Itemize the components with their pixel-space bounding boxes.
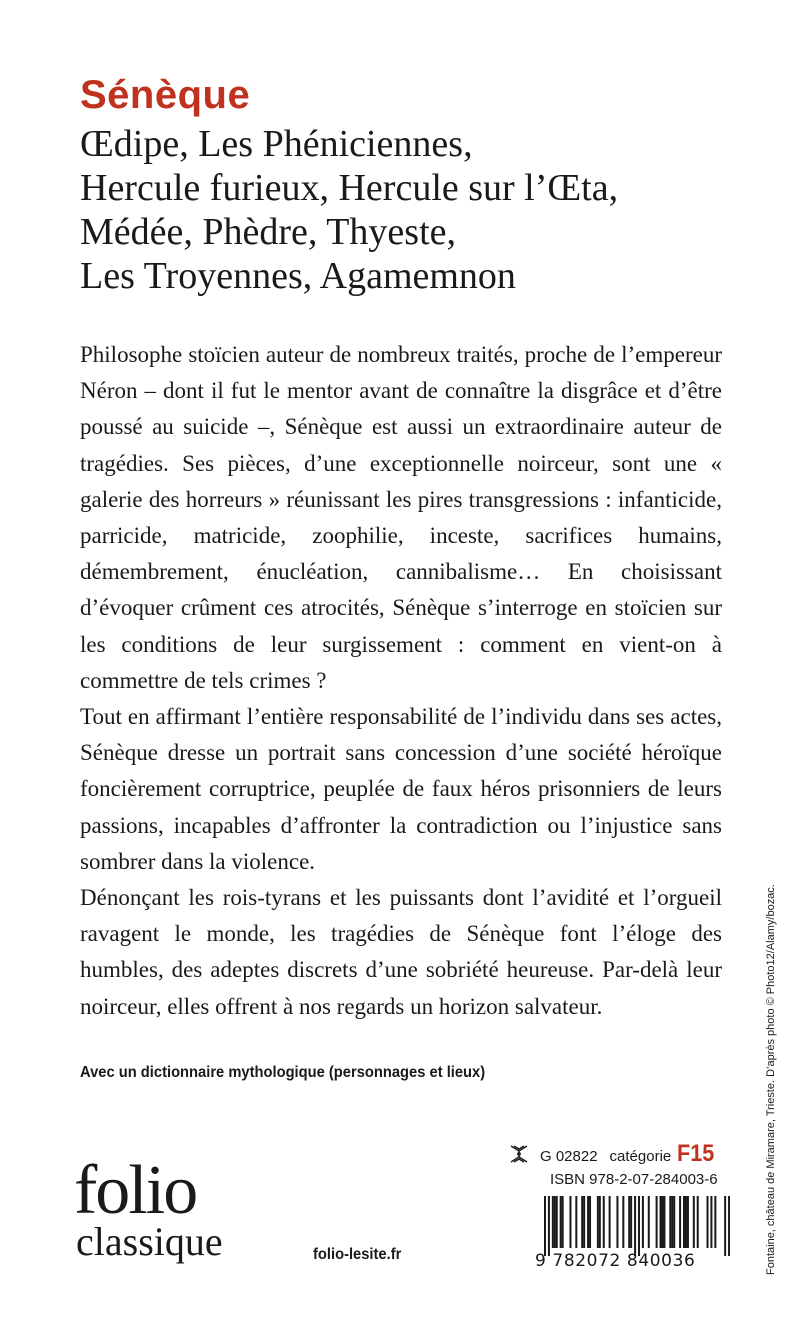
title-line: Hercule furieux, Hercule sur l’Œta,: [80, 167, 619, 209]
barcode-bar: [685, 1196, 687, 1248]
barcode-bar: [552, 1196, 554, 1248]
ean-barcode: [544, 1196, 730, 1256]
barcode-bar: [687, 1196, 689, 1248]
barcode-bar: [544, 1196, 546, 1256]
barcode-bar: [556, 1196, 558, 1248]
barcode-bar: [599, 1196, 601, 1248]
barcode-bar: [638, 1196, 640, 1256]
logo-folio: folio: [74, 1152, 197, 1229]
barcode-bar: [603, 1196, 605, 1248]
barcode-bar: [656, 1196, 658, 1248]
barcode-bar: [642, 1196, 644, 1248]
barcode-bar: [724, 1196, 726, 1256]
barcode-bar: [581, 1196, 583, 1248]
barcode-bar: [663, 1196, 665, 1248]
barcode-bar: [714, 1196, 716, 1248]
gallimard-code: G 02822: [540, 1148, 598, 1165]
category-label: catégorie: [609, 1148, 672, 1165]
title-line: Les Troyennes, Agamemnon: [80, 255, 516, 297]
barcode-bar: [587, 1196, 589, 1248]
barcode-bar: [622, 1196, 624, 1248]
barcode-bar: [628, 1196, 630, 1248]
barcode-bar: [630, 1196, 632, 1248]
logo-classique: classique: [76, 1219, 223, 1264]
barcode-bar: [660, 1196, 662, 1248]
barcode-bar: [683, 1196, 685, 1248]
barcode-bar: [673, 1196, 675, 1248]
barcode-bar: [589, 1196, 591, 1248]
barcode-bar: [671, 1196, 673, 1248]
barcode-bar: [562, 1196, 564, 1248]
barcode-bar: [616, 1196, 618, 1248]
barcode-bar: [569, 1196, 571, 1248]
barcode-bar: [661, 1196, 663, 1248]
barcode-bar: [728, 1196, 730, 1256]
summary-paragraph: Philosophe stoïcien auteur de nombreux traités, proche de l’empereur Néron – dont il fut le mentor avant de connaître la disgrâce et d’être poussé au suicide –, Sénèque est aussi un extraordinaire auteur de tragédies. Ses pièces, d’une exceptionnelle noirceur, sont une « galerie des horreurs » réunissant les pires transgressions : infanticide, parricide, matricide, zoophilie, inceste, sacrifices humains, démembrement, énucléation, cannibalisme… En choisissant d’évoquer crûment ces atrocités, Sénèque s’interroge en stoïcien sur les conditions de leur surgissement : comment en vient-on à commettre de tels crimes ?: [80, 342, 722, 693]
barcode-bar: [710, 1196, 712, 1248]
summary-paragraph: Dénonçant les rois-tyrans et les puissants dont l’avidité et l’orgueil ravagent le monde, les tragédies de Sénèque font l’éloge des humbles, des adeptes discrets d’une sobriété heureuse. Par-delà leur noirceur, elles offrent à nos regards un horizon salvateur.: [80, 885, 722, 1019]
barcode-bar: [707, 1196, 709, 1248]
barcode-digits: 9 782072 840036: [535, 1251, 696, 1271]
title-line: Médée, Phèdre, Thyeste,: [80, 211, 457, 253]
photo-credit: Fontaine, château de Miramare, Trieste. D’après photo © Photo12/Alamy/bozac.: [765, 884, 777, 1275]
folio-classique-logo: [74, 1152, 223, 1264]
dictionary-note: Avec un dictionnaire mythologique (personnages et lieux): [80, 1064, 486, 1081]
author-name: Sénèque: [80, 73, 251, 117]
barcode-bar: [609, 1196, 611, 1248]
barcode-bar: [575, 1196, 577, 1248]
title-line: Œdipe, Les Phéniciennes,: [80, 123, 473, 165]
summary-paragraph: Tout en affirmant l’entière responsabilité de l’individu dans ses actes, Sénèque dresse un portrait sans concession d’une société héroïque foncièrement corruptrice, peuplée de faux héros prisonniers de leurs passions, incapables d’affronter la contradiction ou l’injustice sans sombrer dans la violence.: [80, 704, 722, 874]
barcode-bar: [693, 1196, 695, 1248]
barcode-bar: [679, 1196, 681, 1248]
website-link[interactable]: folio-lesite.fr: [313, 1246, 402, 1263]
category-code: F15: [677, 1140, 715, 1167]
barcode-bar: [560, 1196, 562, 1248]
barcode-bar: [669, 1196, 671, 1248]
isbn: ISBN 978-2-07-284003-6: [550, 1171, 718, 1188]
back-cover-summary: [80, 337, 722, 1025]
barcode-bar: [597, 1196, 599, 1248]
book-titles: [80, 122, 740, 298]
publisher-codes: [508, 1140, 738, 1168]
barcode-bar: [548, 1196, 550, 1256]
barcode-bar: [634, 1196, 636, 1256]
barcode-bar: [648, 1196, 650, 1248]
barcode-bar: [554, 1196, 556, 1248]
barcode-bar: [583, 1196, 585, 1248]
barcode-bar: [697, 1196, 699, 1248]
gallimard-mark-icon: [508, 1144, 530, 1164]
